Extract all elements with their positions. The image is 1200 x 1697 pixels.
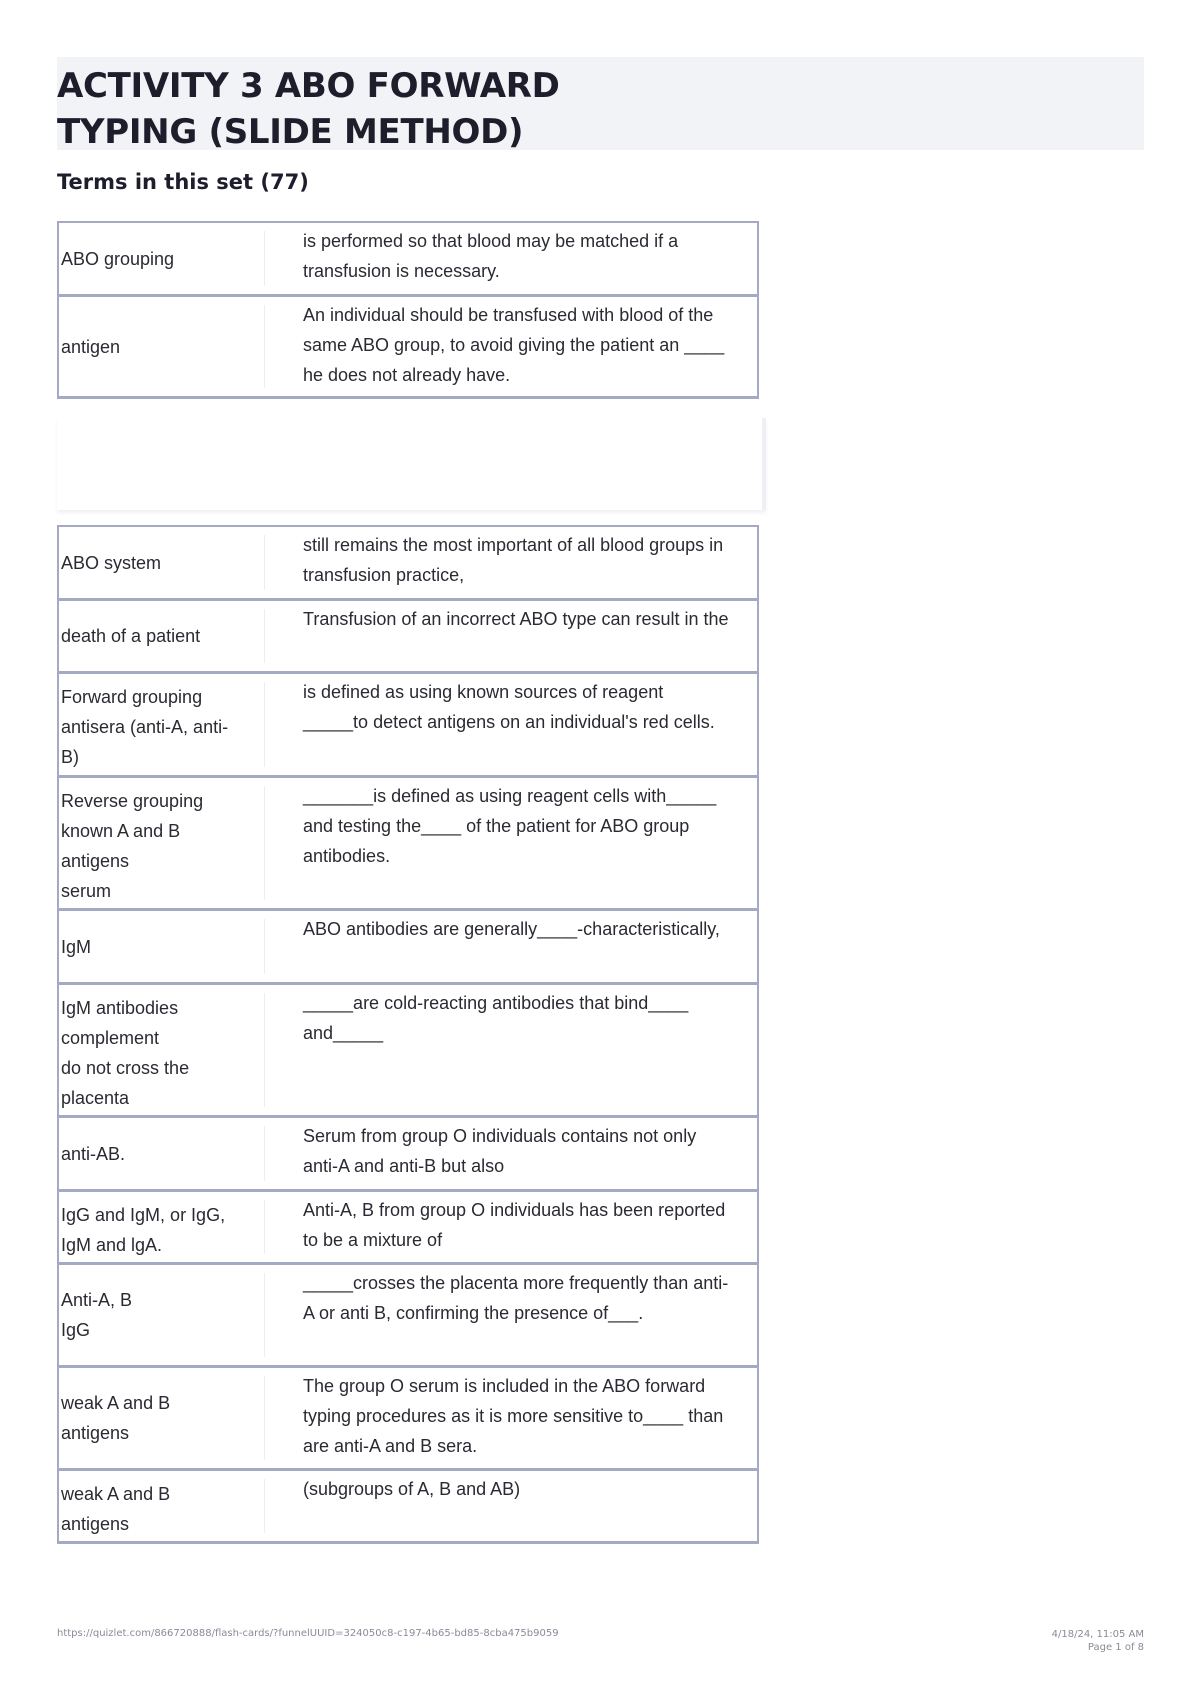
ad-placeholder (57, 418, 766, 510)
card-term-text: ABO grouping (61, 248, 175, 269)
card-definition: is defined as using known sources of reagent _____to detect antigens on an individual's red cells. (303, 682, 715, 732)
card-definition: Anti-A, B from group O individuals has been reported to be a mixture of (303, 1200, 726, 1250)
card-definition: is performed so that blood may be matched if a transfusion is necessary. (303, 231, 679, 281)
card-term (59, 682, 265, 767)
card-term-line: IgG (61, 1320, 91, 1340)
card-term-line: known A and B (61, 821, 181, 841)
card-definition: _____are cold-reacting antibodies that bind____ and_____ (303, 993, 689, 1043)
card-term (59, 786, 265, 900)
card-definition: still remains the most important of all blood groups in transfusion practice, (303, 535, 724, 585)
card-term-line: antisera (anti-A, anti- (61, 717, 229, 737)
flashcard-row[interactable] (59, 778, 757, 911)
flashcard-row[interactable] (59, 1118, 757, 1192)
card-term-line: do not cross the (61, 1058, 190, 1078)
card-term (59, 919, 265, 974)
card-definition: An individual should be transfused with blood of the same ABO group, to avoid giving the patient an ____ he does not already have. (303, 305, 725, 385)
flashcard-table-2 (57, 525, 759, 1544)
card-definition: (subgroups of A, B and AB) (303, 1479, 521, 1499)
flashcard-row[interactable] (59, 297, 757, 399)
card-term-line: antigens (61, 851, 130, 871)
card-term-line: Anti-A, B (61, 1290, 133, 1310)
flashcard-row[interactable] (59, 674, 757, 778)
flashcard-row[interactable] (59, 1192, 757, 1265)
page-title-line-2: TYPING (SLIDE METHOD) (57, 112, 524, 152)
card-definition: ABO antibodies are generally____-characteristically, (303, 919, 720, 939)
title-band (57, 57, 1144, 150)
card-term (59, 231, 265, 286)
flashcard-row[interactable] (59, 223, 757, 297)
card-term (59, 305, 265, 388)
card-term-line: Reverse grouping (61, 791, 204, 811)
footer-url: https://quizlet.com/866720888/flash-cards/?funnelUUID=324050c8-c197-4b65-bd85-8cba475b9059 (57, 1628, 559, 1639)
card-term (59, 1376, 265, 1460)
card-term-line: IgM and lgA. (61, 1235, 163, 1255)
flashcard-row[interactable] (59, 1368, 757, 1471)
card-term-line: antigens (61, 1423, 130, 1443)
card-term-line: antigens (61, 1514, 130, 1534)
card-term-text: IgM (61, 936, 92, 957)
flashcard-row[interactable] (59, 601, 757, 674)
card-definition: Transfusion of an incorrect ABO type can result in the (303, 609, 729, 629)
flashcard-row[interactable] (59, 911, 757, 985)
card-term-line: weak A and B (61, 1393, 171, 1413)
card-definition: Serum from group O individuals contains not only anti-A and anti-B but also (303, 1126, 697, 1176)
page-title-line-1: ACTIVITY 3 ABO FORWARD (57, 66, 560, 106)
card-definition: _____crosses the placenta more frequently than anti-A or anti B, confirming the presence of___. (303, 1273, 729, 1323)
card-term-text: antigen (61, 336, 121, 357)
flashcard-row[interactable] (59, 1265, 757, 1368)
card-term-line: IgG and IgM, or IgG, (61, 1205, 226, 1225)
card-term (59, 1273, 265, 1357)
card-term-line: weak A and B (61, 1484, 171, 1504)
flashcard-row[interactable] (59, 527, 757, 601)
flashcard-row[interactable] (59, 1471, 757, 1544)
card-term (59, 609, 265, 663)
card-term-text: anti-AB. (61, 1143, 126, 1164)
card-term-line: complement (61, 1028, 160, 1048)
card-term-line: Forward grouping (61, 687, 203, 707)
card-term (59, 1479, 265, 1533)
card-definition: _______is defined as using reagent cells with_____ and testing the____ of the patient for ABO group antibodies. (303, 786, 717, 866)
card-definition: The group O serum is included in the ABO forward typing procedures as it is more sensitive to____ than are anti-A and B sera. (303, 1376, 724, 1456)
card-term-text: death of a patient (61, 626, 201, 646)
card-term (59, 1200, 265, 1254)
card-term-line: serum (61, 881, 112, 901)
card-term (59, 993, 265, 1107)
card-term-line: placenta (61, 1088, 130, 1108)
page-title (57, 57, 1144, 155)
card-term-line: B) (61, 747, 79, 767)
card-term-text: ABO system (61, 552, 162, 573)
terms-count-heading: Terms in this set (77) (57, 170, 309, 194)
footer-meta (1052, 1628, 1144, 1654)
footer-page-number: Page 1 of 8 (1087, 1642, 1144, 1653)
flashcard-table-1 (57, 221, 759, 399)
footer-timestamp: 4/18/24, 11:05 AM (1051, 1629, 1144, 1640)
card-term-line: IgM antibodies (61, 998, 179, 1018)
flashcard-row[interactable] (59, 985, 757, 1118)
card-term (59, 535, 265, 590)
card-term (59, 1126, 265, 1181)
